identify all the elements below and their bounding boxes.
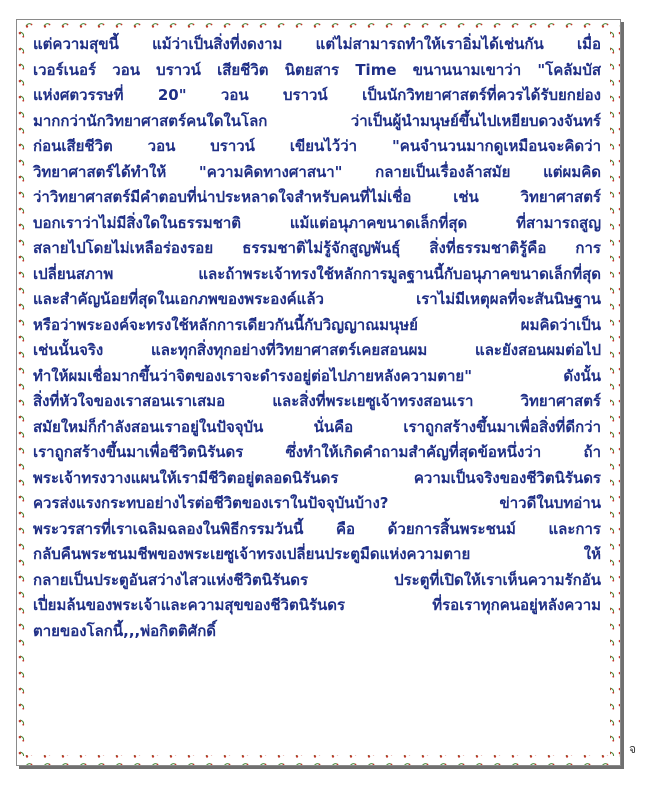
text-line: ก่อนเสียชีวิต วอน บราวน์ เขียนไว้ว่า "คนจำนวนมากดูเหมือนจะคิดว่า [33, 137, 601, 155]
text-line: เช่นนั้นจริง และทุกสิ่งทุกอย่างที่วิทยาศาสตร์เคยสอนผม และยังสอนผมต่อไป [33, 341, 601, 359]
text-line: กลับคืนพระชนมชีพของพระเยซูเจ้าทรงเปลี่ยนประตูมืดแห่งความตาย ให้ [33, 545, 601, 563]
side-mark: จ [629, 742, 637, 756]
text-line: พระวรสารที่เราเฉลิมฉลองในพิธีกรรมวันนี้ คือ ด้วยการสิ้นพระชนม์ และการ [33, 519, 601, 538]
text-line: แห่งศตวรรษที่ 20" วอน บราวน์ เป็นนักวิทยาศาสตร์ที่ควรได้รับยกย่อง [33, 86, 601, 104]
text-line: แต่ความสุขนี้ แม้ว่าเป็นสิ่งที่งดงาม แต่ไม่สามารถทำให้เราอิ่มได้เช่นกัน เมื่อ [33, 35, 601, 53]
text-line: สิ่งที่หัวใจของเราสอนเราเสมอ และสิ่งที่พระเยซูเจ้าทรงสอนเรา วิทยาศาสตร์ [33, 392, 601, 410]
text-line: พระเจ้าทรงวางแผนให้เรามีชีวิตอยู่ตลอดนิรันดร ความเป็นจริงของชีวิตนิรันดร [33, 468, 601, 487]
text-line: และสำคัญน้อยที่สุดในเอกภพของพระองค์แล้ว เราไม่มีเหตุผลที่จะสันนิษฐาน [33, 290, 601, 308]
text-line-signature: ตายของโลกนี้,,,พ่อกิตติศักดิ์ [33, 621, 217, 640]
text-line: ควรส่งแรงกระทบอย่างไรต่อชีวิตของเราในปัจจุบันบ้าง? ข่าวดีในบทอ่าน [33, 494, 601, 512]
text-line: ทำให้ผมเชื่อมากขึ้นว่าจิตของเราจะดำรงอยู่ต่อไปภายหลังความตาย" ดังนั้น [33, 366, 601, 385]
text-line: เวอร์เนอร์ วอน บราวน์ เสียชีวิต นิตยสาร Time ขนานนามเขาว่า "โคลัมบัส [33, 60, 601, 79]
border-left [18, 30, 28, 756]
text-line: หรือว่าพระองค์จะทรงใช้หลักการเดียวกันนี้กับวิญญาณมนุษย์ ผมคิดว่าเป็น [33, 315, 601, 334]
text-line: เปลี่ยนสภาพ และถ้าพระเจ้าทรงใช้หลักการมูลฐานนี้กับอนุภาคขนาดเล็กที่สุด [33, 264, 601, 283]
article-text [33, 32, 601, 644]
text-line: วิทยาศาสตร์ได้ทำให้ "ความคิดทางศาสนา" กลายเป็นเรื่องล้าสมัย แต่ผมคิด [33, 162, 601, 181]
page-frame [16, 19, 621, 766]
border-right [610, 30, 620, 756]
border-top [19, 21, 620, 31]
text-line: เราถูกสร้างขึ้นมาเพื่อชีวิตนิรันดร ซึ่งทำให้เกิดคำถามสำคัญที่สุดข้อหนึ่งว่า ถ้า [33, 443, 601, 461]
text-line: สมัยใหม่ก็กำลังสอนเราอยู่ในปัจจุบัน นั่นคือ เราถูกสร้างขึ้นมาเพื่อสิ่งที่ดีกว่า [33, 417, 601, 436]
text-line: บอกเราว่าไม่มีสิ่งใดในธรรมชาติ แม้แต่อนุภาคขนาดเล็กที่สุด ที่สามารถสูญ [33, 213, 601, 232]
text-line: ว่าวิทยาศาสตร์มีคำตอบที่น่าประหลาดใจสำหรับคนที่ไม่เชื่อ เช่น วิทยาศาสตร์ [33, 188, 601, 206]
text-line: มากกว่านักวิทยาศาสตร์คนใดในโลก ว่าเป็นผู้นำมนุษย์ขึ้นไปเหยียบดวงจันทร์ [33, 111, 601, 130]
text-line: กลายเป็นประตูอันสว่างไสวแห่งชีวิตนิรันดร ประตูที่เปิดให้เราเห็นความรักอัน [33, 570, 601, 589]
border-bottom [19, 755, 620, 765]
text-line: สลายไปโดยไม่เหลือร่องรอย ธรรมชาติไม่รู้จักสูญพันธุ์ สิ่งที่ธรรมชาติรู้คือ การ [33, 239, 601, 257]
text-line: เปี่ยมล้นของพระเจ้าและความสุขของชีวิตนิรันดร ที่รอเราทุกคนอยู่หลังความ [33, 596, 601, 614]
